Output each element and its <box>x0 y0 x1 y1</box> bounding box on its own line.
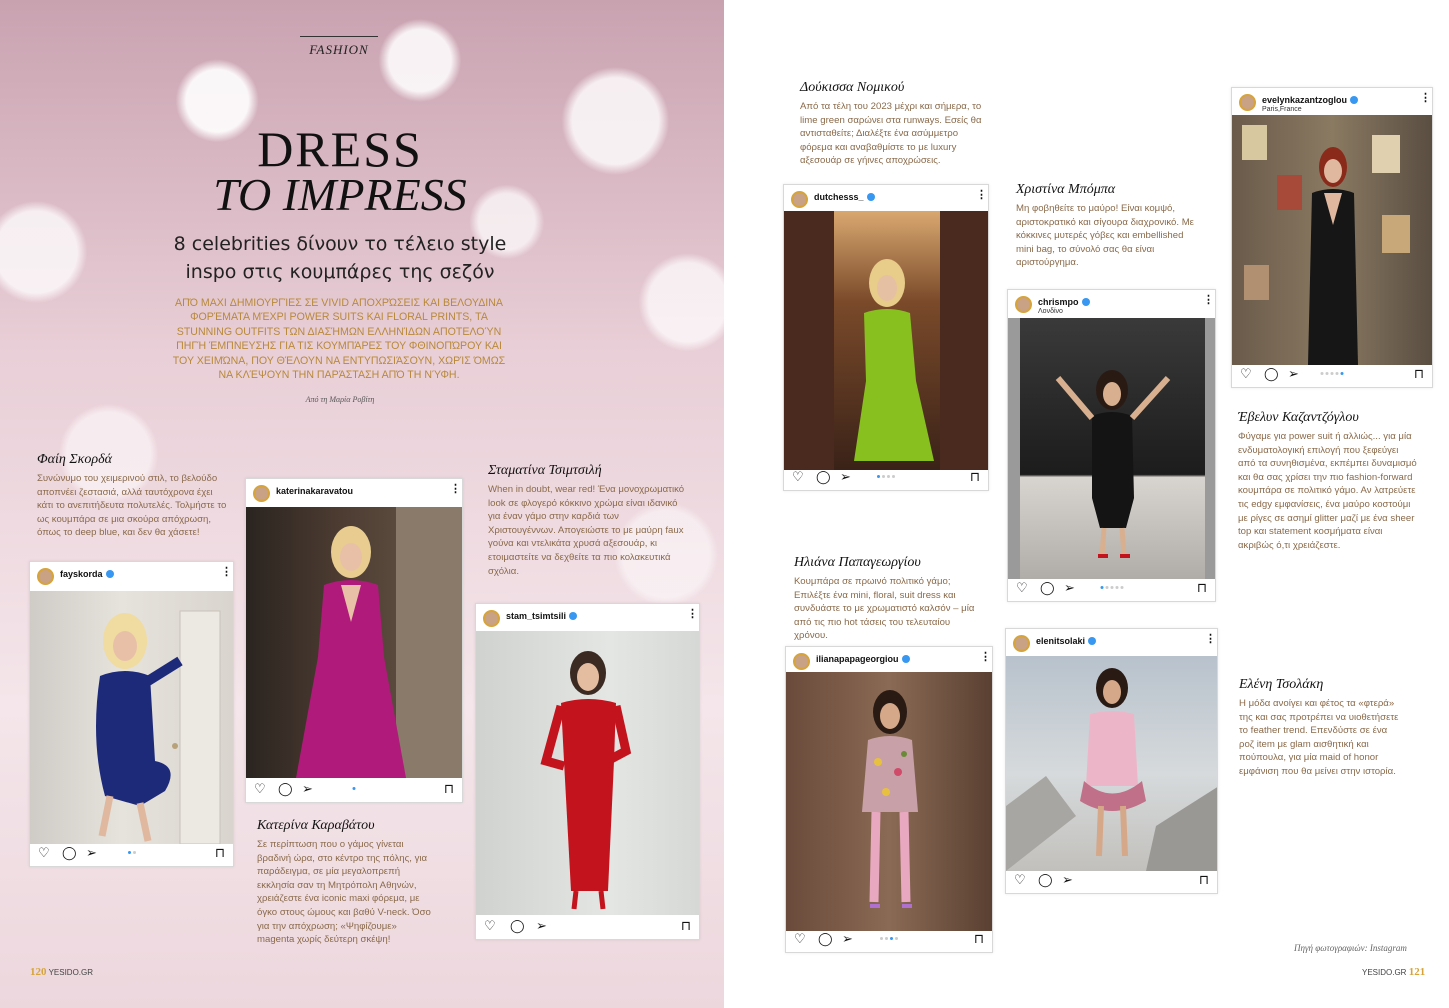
comment-icon[interactable]: ◯ <box>510 918 525 933</box>
post-username[interactable]: fayskorda <box>60 569 114 579</box>
photo-source: Πηγή φωτογραφιών: Instagram <box>1294 943 1407 953</box>
celeb-text-eleni: Η μόδα ανοίγει και φέτος τα «φτερά» της και σας προτρέπει να υιοθετήσετε το feather trend. Επενδύστε σε ένα ροζ item με glam αισθητική και πούπουλα, για μία maid of honor εμφάνιση που θα μείνει στην ιστορία. <box>1239 698 1399 777</box>
photo-illustration <box>246 507 462 778</box>
avatar[interactable] <box>791 191 808 208</box>
celeb-text-fay: Συνώνυμο του χειμερινού στιλ, το βελούδο αποπνέει ζεστασιά, αλλά ταυτόχρονα έχει κάτι το ανεπιτήδευτα πολυτελές. Τολμήστε το ως κουμπάρα σε μια σκούρα απόχρωση, όπως το deep blue, και δεν θα χάσετε! <box>37 473 227 539</box>
post-header <box>246 479 462 507</box>
post-actions <box>784 464 988 490</box>
post-username[interactable]: ilianapapageorgiou <box>816 654 910 664</box>
comment-icon[interactable]: ◯ <box>1264 366 1279 381</box>
instagram-post-elenitsolaki <box>1005 628 1218 894</box>
verified-icon <box>902 655 910 663</box>
heart-icon[interactable]: ♡ <box>1016 580 1028 595</box>
photo-illustration <box>1006 656 1217 871</box>
share-icon[interactable]: ➢ <box>842 931 853 946</box>
right-folio: YESIDO.GR 121 <box>1362 966 1426 978</box>
post-photo <box>30 591 233 844</box>
subtitle-line-2: inspo στις κουμπάρες της σεζόν <box>185 261 495 283</box>
celeb-text-doukissa: Από τα τέλη του 2023 μέχρι και σήμερα, το lime green σαρώνει στα runways. Εσείς θα αντισταθείτε; Διαλέξτε ένα ασύμμετρο φόρεμα και αναβαθμίστε το με luxury αξεσουάρ σε γήινες αποχρώσεις. <box>800 101 982 167</box>
celeb-text-iliana: Κουμπάρα σε πρωινό πολιτικό γάμο; Επιλέξτε ένα mini, floral, suit dress και συνδυάστε το με χρωματιστό καλσόν – μία από τις πιο hot τάσεις του τελευταίου χρόνου. <box>794 576 975 642</box>
celeb-name-christina: Χριστίνα Μπόμπα <box>1016 182 1116 197</box>
share-icon[interactable]: ➢ <box>302 781 313 796</box>
section-tag: FASHION <box>300 36 378 58</box>
carousel-dots <box>879 937 899 940</box>
share-icon[interactable]: ➢ <box>1062 872 1073 887</box>
bookmark-icon[interactable]: ⊓ <box>969 469 980 484</box>
carousel-dots <box>1099 586 1124 589</box>
heart-icon[interactable]: ♡ <box>484 918 496 933</box>
post-actions <box>246 776 462 802</box>
bookmark-icon[interactable]: ⊓ <box>973 931 984 946</box>
heart-icon[interactable]: ♡ <box>38 845 50 860</box>
post-actions <box>1232 361 1432 387</box>
subtitle <box>150 230 530 286</box>
verified-icon <box>1350 96 1358 104</box>
bookmark-icon[interactable]: ⊓ <box>214 845 225 860</box>
photo-illustration <box>784 211 988 470</box>
comment-icon[interactable]: ◯ <box>816 469 831 484</box>
title-line-2: TO IMPRESS <box>213 169 467 220</box>
post-location[interactable]: Λονδίνο <box>1038 308 1063 315</box>
post-actions <box>30 840 233 866</box>
post-username[interactable]: dutchesss_ <box>814 192 875 202</box>
celeb-name-evelyn: Έβελυν Καζαντζόγλου <box>1238 410 1359 425</box>
post-username[interactable]: evelynkazantzoglou <box>1262 95 1358 105</box>
post-header <box>1232 88 1432 116</box>
avatar[interactable] <box>37 568 54 585</box>
celeb-name-stamatina: Σταματίνα Τσιμτσιλή <box>488 463 602 478</box>
more-icon[interactable]: ⋮ <box>221 566 232 578</box>
heart-icon[interactable]: ♡ <box>1014 872 1026 887</box>
post-location[interactable]: Paris,France <box>1262 106 1302 113</box>
carousel-dots <box>352 787 357 790</box>
celeb-name-katerina: Κατερίνα Καραβάτου <box>257 818 375 833</box>
post-username[interactable]: stam_tsimtsili <box>506 611 577 621</box>
post-header <box>784 185 988 213</box>
heart-icon[interactable]: ♡ <box>794 931 806 946</box>
post-header <box>1008 290 1215 318</box>
instagram-post-dutchesss <box>783 184 989 491</box>
comment-icon[interactable]: ◯ <box>1040 580 1055 595</box>
share-icon[interactable]: ➢ <box>86 845 97 860</box>
heart-icon[interactable]: ♡ <box>254 781 266 796</box>
post-username[interactable]: chrismpo <box>1038 297 1090 307</box>
avatar[interactable] <box>1015 296 1032 313</box>
more-icon[interactable]: ⋮ <box>1205 633 1216 645</box>
bookmark-icon[interactable]: ⊓ <box>443 781 454 796</box>
post-actions <box>1008 575 1215 601</box>
post-actions <box>1006 867 1217 893</box>
celeb-name-iliana: Ηλιάνα Παπαγεωργίου <box>794 555 921 570</box>
bookmark-icon[interactable]: ⊓ <box>1413 366 1424 381</box>
share-icon[interactable]: ➢ <box>536 918 547 933</box>
post-photo <box>786 672 992 931</box>
intro-text: ΑΠΌ MAXI ΔΗΜΙΟΥΡΓΊΕΣ ΣΕ VIVID ΑΠΟΧΡΏΣΕΙΣ ΚΑΙ ΒΕΛΟΥΔΙΝΑ ΦΟΡΈΜΑΤΑ ΜΈΧΡΙ POWER SUITS ΚΑΙ FLORAL PRINTS, ΤΑ STUNNING OUTFITS ΤΩΝ ΔΙΑΣΉΜΩΝ ΕΛΛΗΝΊΔΩΝ ΑΠΟΤΕΛΟΎΝ ΠΗΓΉ ΈΜΠΝΕΥΣΗΣ ΓΙΑ ΤΙΣ ΚΟΥΜΠΆΡΕΣ ΤΟΥ ΦΘΙΝΟΠΏΡΟΥ ΚΑΙ ΤΟΥ ΧΕΙΜΏΝΑ, ΠΟΥ ΘΈΛΟΥΝ ΝΑ ΕΝΤΥΠΩΣΙΆΣΟΥΝ, ΧΩΡΊΣ ΌΜΩΣ ΝΑ ΚΛΈΨΟΥΝ ΤΗΝ ΠΑΡΆΣΤΑΣΗ ΑΠΌ ΤΗ ΝΎΦΗ. <box>172 297 506 382</box>
celeb-name-doukissa: Δούκισσα Νομικού <box>800 80 905 95</box>
celeb-text-stamatina: When in doubt, wear red! Ένα μονοχρωματικό look σε φλογερό κόκκινο χρώμα είναι ιδανικό για έναν γάμο στην καρδιά των Χριστουγέννων. Απογειώστε το με μαύρη faux γούνα και ντελικάτα χρυσά αξεσουάρ, κι ετοιμαστείτε να δεχθείτε τα πιο κολακευτικά σχόλια. <box>488 484 685 577</box>
avatar[interactable] <box>793 653 810 670</box>
post-header <box>1006 629 1217 657</box>
celeb-name-eleni: Ελένη Τσολάκη <box>1239 677 1324 692</box>
avatar[interactable] <box>483 610 500 627</box>
instagram-post-chrismpo <box>1007 289 1216 602</box>
post-photo <box>1006 656 1217 871</box>
instagram-post-stam-tsimtsili <box>475 603 700 940</box>
left-folio: 120 YESIDO.GR <box>30 966 94 978</box>
verified-icon <box>569 612 577 620</box>
photo-illustration <box>786 672 992 931</box>
share-icon[interactable]: ➢ <box>1288 366 1299 381</box>
post-header <box>786 647 992 675</box>
subtitle-line-1: 8 celebrities δίνουν το τέλειο style <box>173 233 507 255</box>
instagram-post-ilianapapageorgiou <box>785 646 993 953</box>
verified-icon <box>1082 298 1090 306</box>
celeb-text-katerina: Σε περίπτωση που ο γάμος γίνεται βραδινή ώρα, στο κέντρο της πόλης, για παράδειγμα, σε μία μεγαλοπρεπή εκκλησία σαν τη Μητρόπολη Αθηνών, χρειάζεστε ένα iconic maxi φόρεμα, με όγκο στους ώμους και βαθύ V-neck. Όσο για την απόχρωση; «Ψηφίζουμε» magenta χωρίς δεύτερη σκέψη! <box>257 839 431 946</box>
title-line-1: DRESS <box>257 121 423 177</box>
celeb-name-fay: Φαίη Σκορδά <box>37 452 112 467</box>
comment-icon[interactable]: ◯ <box>278 781 293 796</box>
post-header <box>476 604 699 632</box>
heart-icon[interactable]: ♡ <box>1240 366 1252 381</box>
verified-icon <box>867 193 875 201</box>
carousel-dots <box>127 851 137 854</box>
more-icon[interactable]: ⋮ <box>1203 294 1214 306</box>
photo-illustration <box>1232 115 1432 365</box>
left-page <box>0 0 724 1008</box>
more-icon[interactable]: ⋮ <box>1420 92 1431 104</box>
carousel-dots <box>876 475 896 478</box>
instagram-post-evelynkazantzoglou <box>1231 87 1433 388</box>
post-photo <box>246 507 462 778</box>
photo-illustration <box>1008 318 1215 579</box>
post-username[interactable]: elenitsolaki <box>1036 636 1096 646</box>
bookmark-icon[interactable]: ⊓ <box>1196 580 1207 595</box>
more-icon[interactable]: ⋮ <box>450 483 461 495</box>
more-icon[interactable]: ⋮ <box>980 651 991 663</box>
verified-icon <box>106 570 114 578</box>
more-icon[interactable]: ⋮ <box>976 189 987 201</box>
post-photo <box>476 631 699 915</box>
comment-icon[interactable]: ◯ <box>62 845 77 860</box>
heart-icon[interactable]: ♡ <box>792 469 804 484</box>
share-icon[interactable]: ➢ <box>840 469 851 484</box>
post-username[interactable]: katerinakaravatou <box>276 486 354 496</box>
instagram-post-fayskorda <box>29 561 234 867</box>
post-header <box>30 562 233 590</box>
avatar[interactable] <box>1013 635 1030 652</box>
right-page <box>724 0 1449 1008</box>
post-photo <box>1008 318 1215 579</box>
more-icon[interactable]: ⋮ <box>687 608 698 620</box>
post-photo <box>1232 115 1432 365</box>
comment-icon[interactable]: ◯ <box>1038 872 1053 887</box>
carousel-dots <box>1320 372 1345 375</box>
bookmark-icon[interactable]: ⊓ <box>1198 872 1209 887</box>
byline: Από τη Μαρία Ροβίτη <box>305 395 375 404</box>
photo-illustration <box>476 631 699 915</box>
celeb-text-evelyn: Φύγαμε για power suit ή αλλιώς... για μία ενδυματολογική επιλογή που ξεφεύγει από τα συνηθισμένα, εκπέμπει δυναμισμό και θα σας χρίσει την πιο fashion-forward κουμπάρα σε πολιτικό γάμο. Αν λατρεύετε τις edgy εμφανίσεις, ένα μαύρο κοστούμι με ρίγες σε ασημί glitter μαζί με ένα sheer top και statement κοσμήματα είναι ακριβώς ό,τι χρειάζεστε. <box>1238 431 1417 551</box>
photo-illustration <box>30 591 233 844</box>
avatar[interactable] <box>253 485 270 502</box>
bookmark-icon[interactable]: ⊓ <box>680 918 691 933</box>
verified-icon <box>1088 637 1096 645</box>
post-photo <box>784 211 988 470</box>
avatar[interactable] <box>1239 94 1256 111</box>
instagram-post-katerinakaravatou <box>245 478 463 803</box>
comment-icon[interactable]: ◯ <box>818 931 833 946</box>
share-icon[interactable]: ➢ <box>1064 580 1075 595</box>
post-actions <box>476 913 699 939</box>
celeb-text-christina: Μη φοβηθείτε το μαύρο! Είναι κομψό, αριστοκρατικό και σίγουρα διαχρονικό. Με κόκκινες μυτερές γόβες και embellished mini bag, το σύνολό σας θα είναι αριστούργημα. <box>1016 203 1194 269</box>
post-actions <box>786 926 992 952</box>
